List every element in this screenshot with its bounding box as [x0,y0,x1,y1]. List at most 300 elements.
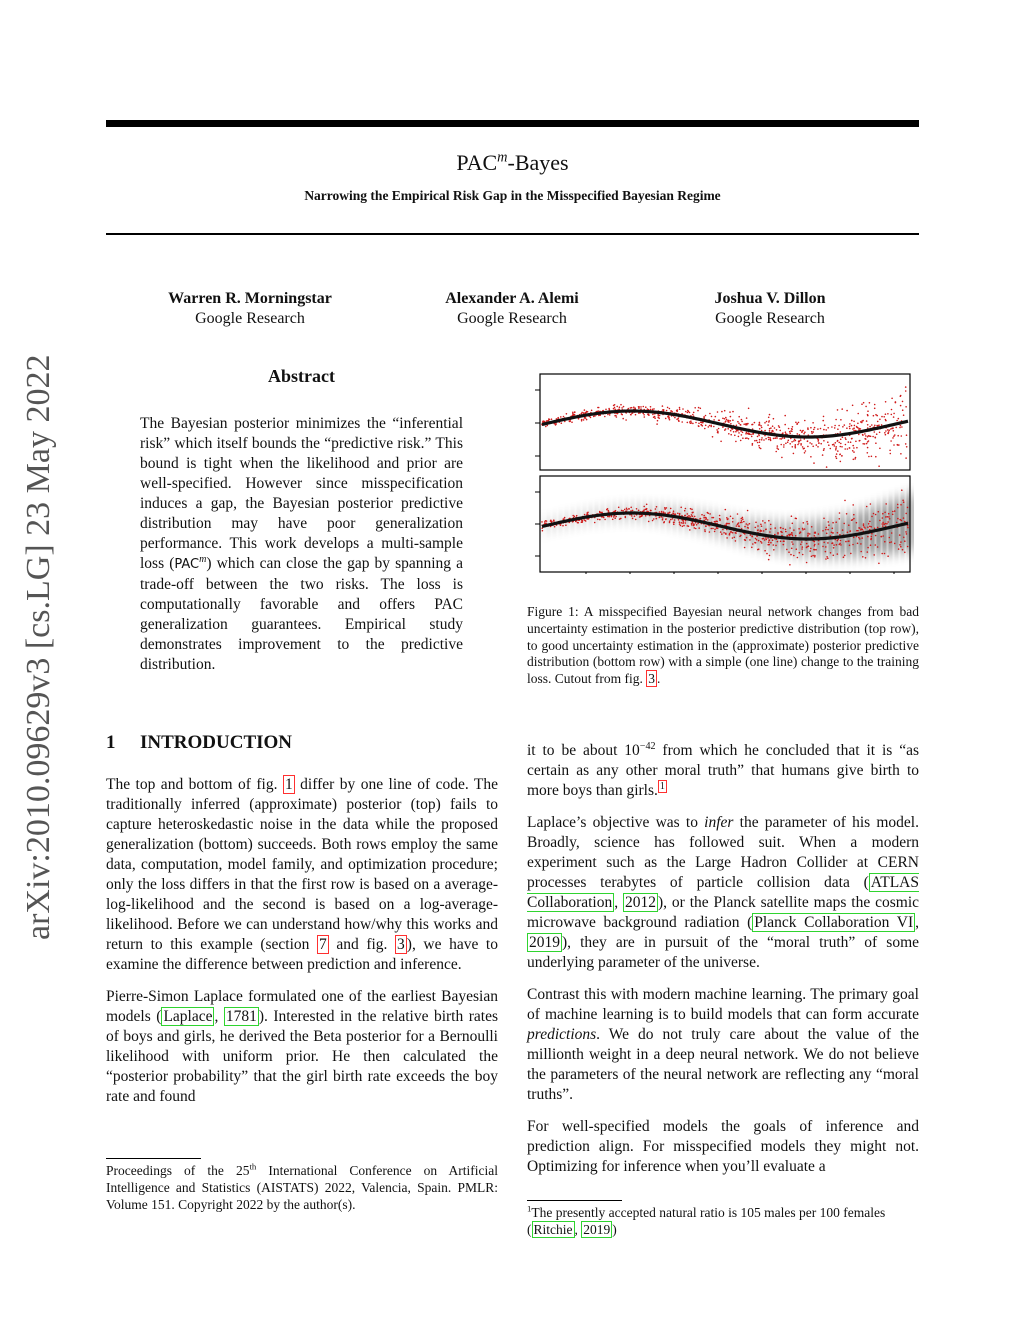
scatter-point [789,564,791,566]
scatter-point [765,438,767,440]
scatter-point [691,422,693,424]
scatter-point [887,413,889,415]
scatter-point [837,553,839,555]
scatter-point [698,423,700,425]
scatter-point [684,510,686,512]
scatter-point [647,414,649,416]
scatter-point [653,518,655,520]
scatter-point [822,546,824,548]
scatter-point [820,443,822,445]
scatter-point [851,438,853,440]
scatter-point [644,416,646,418]
scatter-point [768,439,770,441]
scatter-point [875,535,877,537]
scatter-point [860,529,862,531]
scatter-point [861,537,863,539]
scatter-point [822,420,824,422]
scatter-point [795,535,797,537]
scatter-point [719,515,721,517]
scatter-point [887,555,889,557]
scatter-point [791,431,793,433]
scatter-point [862,529,864,531]
scatter-point [882,522,884,524]
scatter-point [738,416,740,418]
figure-1 [534,372,914,578]
scatter-point [897,444,899,446]
scatter-point [608,510,610,512]
scatter-point [828,521,830,523]
scatter-point [609,414,611,416]
footnote-link[interactable]: 1 [659,780,665,792]
scatter-point [768,541,770,543]
scatter-point [812,446,814,448]
scatter-point [703,416,705,418]
scatter-point [662,409,664,411]
scatter-point [779,430,781,432]
scatter-point [657,420,659,422]
scatter-point [885,430,887,432]
scatter-point [755,527,757,529]
scatter-point [807,533,809,535]
scatter-point [664,507,666,509]
scatter-point [761,439,763,441]
scatter-point [726,537,728,539]
scatter-point [803,522,805,524]
scatter-point [809,442,811,444]
scatter-point [823,440,825,442]
scatter-point [869,435,871,437]
scatter-point [682,526,684,528]
scatter-point [650,409,652,411]
scatter-point [584,514,586,516]
scatter-point [852,504,854,506]
scatter-point [768,520,770,522]
fig-ref-link[interactable]: 1 [284,776,293,793]
scatter-point [806,546,808,548]
scatter-point [823,449,825,451]
scatter-point [744,539,746,541]
scatter-point [783,444,785,446]
scatter-point [605,409,607,411]
scatter-point [840,461,842,463]
scatter-point [751,536,753,538]
scatter-point [827,427,829,429]
scatter-point [693,412,695,414]
scatter-point [746,523,748,525]
scatter-point [725,417,727,419]
scatter-point [777,532,779,534]
scatter-point [904,552,906,554]
scatter-point [896,420,898,422]
scatter-point [832,532,834,534]
scatter-point [548,418,550,420]
scatter-point [732,532,734,534]
scatter-point [735,540,737,542]
scatter-point [638,510,640,512]
scatter-point [837,428,839,430]
scatter-point [905,457,907,459]
scatter-point [893,413,895,415]
scatter-point [764,522,766,524]
scatter-point [773,418,775,420]
scatter-point [656,423,658,425]
scatter-point [840,443,842,445]
scatter-point [873,554,875,556]
scatter-point [760,530,762,532]
scatter-point [907,527,909,529]
scatter-point [788,551,790,553]
scatter-point [700,422,702,424]
scatter-point [852,519,854,521]
scatter-point [763,530,765,532]
scatter-point [700,424,702,426]
scatter-point [544,521,546,523]
scatter-point [654,417,656,419]
citation-link[interactable]: 2019 [583,1222,611,1237]
scatter-point [759,422,761,424]
scatter-point [563,416,565,418]
section-heading: 1 INTRODUCTION [106,732,293,753]
citation-link[interactable]: 1781 [225,1008,257,1025]
paragraph: Pierre-Simon Laplace formulated one of the earliest Bayesian models ( Laplace , 1781 ). Interested in the relative birth rates of boys and girls, he derived the Beta posterior for a Bernoulli likelihood with uniform prior. He then calculated the “posterior probability” that the girl birth rate exceeds the boy rate and found [106,988,498,1105]
scatter-point [863,402,865,404]
scatter-point [878,563,880,565]
scatter-point [674,417,676,419]
scatter-point [725,509,727,511]
scatter-point [797,433,799,435]
scatter-point [894,543,896,545]
scatter-point [560,524,562,526]
scatter-point [807,440,809,442]
scatter-point [770,427,772,429]
scatter-point [640,516,642,518]
scatter-point [879,520,881,522]
scatter-point [878,424,880,426]
scatter-point [735,441,737,443]
scatter-point [758,424,760,426]
fig-ref-link[interactable]: 3 [397,936,405,953]
scatter-point [586,419,588,421]
scatter-point [730,516,732,518]
scatter-point [790,554,792,556]
scatter-point [802,528,804,530]
scatter-point [877,546,879,548]
citation-link[interactable]: Planck Collaboration VI [754,914,914,931]
scatter-point [849,447,851,449]
scatter-point [856,522,858,524]
scatter-point [545,426,547,428]
scatter-point [719,520,721,522]
scatter-point [773,438,775,440]
scatter-point [863,525,865,527]
scatter-point [689,529,691,531]
scatter-point [902,500,904,502]
scatter-point [692,423,694,425]
scatter-point [879,432,881,434]
scatter-point [704,428,706,430]
citation-link[interactable]: Laplace [163,1008,213,1025]
scatter-point [862,556,864,558]
scatter-point [899,534,901,536]
scatter-point [566,413,568,415]
scatter-point [900,504,902,506]
proceedings-footnote: Proceedings of the 25th International Conference on Artificial Intelligence and Statistics (AISTATS) 2022, Valencia, Spain. PMLR: Volume 151. Copyright 2022 by the author(s). [106,1161,498,1212]
scatter-point [882,517,884,519]
scatter-point [672,512,674,514]
scatter-point [867,447,869,449]
scatter-point [837,450,839,452]
scatter-point [823,416,825,418]
scatter-point [619,406,621,408]
scatter-point [679,408,681,410]
scatter-point [858,537,860,539]
scatter-point [730,430,732,432]
scatter-point [853,451,855,453]
scatter-point [833,444,835,446]
scatter-point [581,412,583,414]
scatter-point [902,549,904,551]
scatter-point [684,515,686,517]
fig-ref-link[interactable]: 3 [648,671,656,687]
scatter-point [863,523,865,525]
scatter-point [726,419,728,421]
scatter-point [709,425,711,427]
scatter-point [766,539,768,541]
scatter-point [785,431,787,433]
scatter-point [867,452,869,454]
scatter-point [759,447,761,449]
scatter-point [669,522,671,524]
scatter-point [614,517,616,519]
scatter-point [705,525,707,527]
scatter-point [795,444,797,446]
scatter-point [888,513,890,515]
scatter-point [827,558,829,560]
scatter-point [582,520,584,522]
scatter-point [721,411,723,413]
scatter-point [892,514,894,516]
scatter-point [885,516,887,518]
scatter-point [850,441,852,443]
scatter-point [834,427,836,429]
scatter-point [869,521,871,523]
scatter-point [625,419,627,421]
scatter-point [793,529,795,531]
scatter-point [837,440,839,442]
scatter-point [867,547,869,549]
scatter-point [830,448,832,450]
scatter-point [757,436,759,438]
scatter-point [791,533,793,535]
scatter-point [884,432,886,434]
scatter-point [732,521,734,523]
scatter-point [840,431,842,433]
citation-link[interactable]: 2019 [529,934,560,951]
scatter-point [669,512,671,514]
scatter-point [802,529,804,531]
scatter-point [613,516,615,518]
scatter-point [679,521,681,523]
scatter-point [867,424,869,426]
scatter-point [815,549,817,551]
scatter-point [833,544,835,546]
scatter-point [652,520,654,522]
scatter-point [835,419,837,421]
scatter-point [585,520,587,522]
scatter-point [843,556,845,558]
citation-link[interactable]: 2012 [625,894,657,911]
scatter-point [809,533,811,535]
scatter-point [681,421,683,423]
scatter-point [865,557,867,559]
scatter-point [810,456,812,458]
paragraph: it to be about $10^{-42}$ from which he concluded that it is “as certain as any other moral truth” that humans give birth to more boys than girls. $^1$ [527,740,919,799]
section-ref-link[interactable]: 7 [319,936,327,953]
scatter-point [665,518,667,520]
scatter-point [875,514,877,516]
scatter-point [676,419,678,421]
scatter-point [606,509,608,511]
scatter-point [868,440,870,442]
scatter-point [746,537,748,539]
top-mean-curve [542,411,908,437]
scatter-point [853,427,855,429]
scatter-point [831,543,833,545]
scatter-point [646,504,648,506]
scatter-point [875,544,877,546]
scatter-point [541,521,543,523]
scatter-point [802,554,804,556]
scatter-point [905,386,907,388]
scatter-point [801,430,803,432]
band-segment [908,495,914,551]
scatter-point [847,532,849,534]
scatter-point [687,422,689,424]
scatter-point [770,440,772,442]
scatter-point [774,527,776,529]
scatter-point [692,522,694,524]
scatter-point [671,411,673,413]
scatter-point [682,408,684,410]
scatter-point [872,436,874,438]
scatter-point [902,409,904,411]
scatter-point [656,506,658,508]
scatter-point [736,425,738,427]
scatter-point [618,507,620,509]
scatter-point [759,441,761,443]
scatter-point [676,410,678,412]
scatter-point [840,439,842,441]
scatter-point [718,428,720,430]
citation-link[interactable]: ATLAS Collaboration [527,874,919,911]
scatter-point [760,541,762,543]
scatter-point [714,531,716,533]
scatter-point [613,408,615,410]
scatter-point [835,448,837,450]
scatter-point [784,415,786,417]
scatter-point [698,527,700,529]
scatter-point [870,544,872,546]
scatter-point [856,530,858,532]
scatter-point [791,532,793,534]
scatter-point [855,441,857,443]
scatter-point [759,439,761,441]
scatter-point [905,443,907,445]
scatter-point [786,535,788,537]
scatter-point [726,523,728,525]
scatter-point [656,518,658,520]
scatter-point [817,428,819,430]
paper-subtitle: Narrowing the Empirical Risk Gap in the Misspecified Bayesian Regime [304,188,721,203]
scatter-point [878,511,880,513]
scatter-point [794,445,796,447]
scatter-point [581,419,583,421]
scatter-point [768,420,770,422]
scatter-point [666,507,668,509]
scatter-point [811,556,813,558]
scatter-point [879,448,881,450]
scatter-point [707,512,709,514]
scatter-point [724,418,726,420]
scatter-point [899,544,901,546]
scatter-point [692,414,694,416]
citation-link[interactable]: Ritchie [533,1222,573,1237]
scatter-point [785,531,787,533]
scatter-point [813,462,815,464]
scatter-point [866,420,868,422]
scatter-point [860,543,862,545]
scatter-point [822,454,824,456]
scatter-point [851,425,853,427]
scatter-point [891,532,893,534]
scatter-point [565,524,567,526]
scatter-point [822,530,824,532]
scatter-point [742,518,744,520]
scatter-point [852,445,854,447]
scatter-point [585,412,587,414]
scatter-point [679,523,681,525]
scatter-point [705,415,707,417]
scatter-point [891,398,893,400]
scatter-point [903,517,905,519]
scatter-point [665,418,667,420]
scatter-point [884,541,886,543]
scatter-point [840,540,842,542]
scatter-point [891,541,893,543]
scatter-point [867,436,869,438]
scatter-point [849,426,851,428]
scatter-point [888,516,890,518]
scatter-point [732,419,734,421]
scatter-point [624,509,626,511]
scatter-point [725,533,727,535]
scatter-point [729,533,731,535]
scatter-point [583,412,585,414]
scatter-point [811,431,813,433]
scatter-point [857,543,859,545]
title-rule [106,233,919,235]
scatter-point [818,533,820,535]
scatter-point [783,446,785,448]
scatter-point [643,414,645,416]
scatter-point [674,519,676,521]
scatter-point [835,442,837,444]
scatter-point [668,418,670,420]
scatter-point [782,528,784,530]
scatter-point [846,513,848,515]
scatter-point [804,452,806,454]
scatter-point [669,408,671,410]
